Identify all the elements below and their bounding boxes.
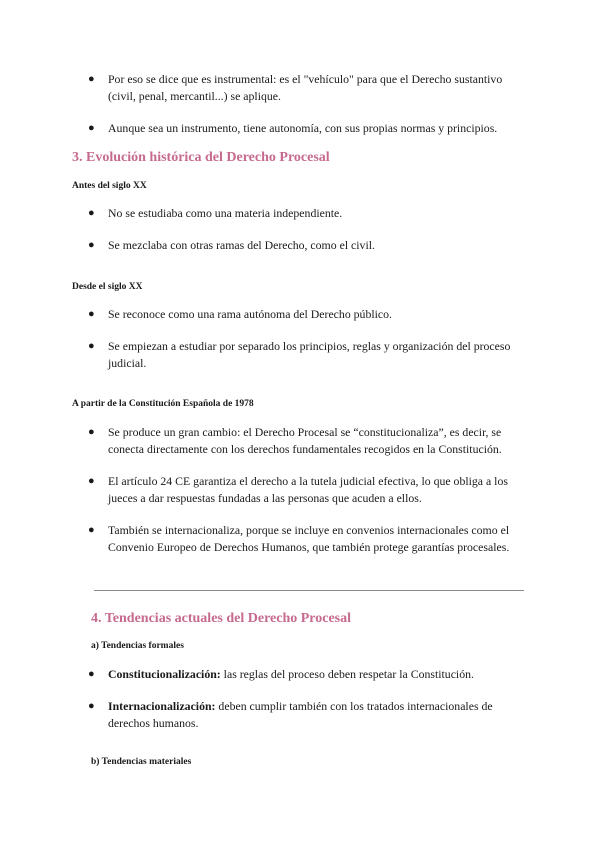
term-constitucionalizacion: Constitucionalización: [108,667,221,681]
list-item [0,120,600,137]
list-item [0,698,600,732]
list-item [0,205,600,222]
list-item [0,237,600,254]
bullet-icon: ● [88,73,95,85]
section-3-title: 3. Evolución histórica del Derecho Procesal [72,150,330,165]
subheading-formales: a) Tendencias formales [91,641,184,651]
formales-list [0,666,600,732]
subheading-constitucion: A partir de la Constitución Española de 1978 [72,399,254,409]
list-item [0,666,600,683]
constitucion-list [0,424,600,556]
section-divider [94,590,524,591]
list-item [0,522,600,556]
intro-list [0,71,600,137]
bullet-icon: ● [88,308,95,320]
list-item-text: Por eso se dice que es instrumental: es el "vehículo" para que el Derecho sustantivo (civil, penal, mercantil...) se aplique. [108,72,503,103]
list-item-text: Se empiezan a estudiar por separado los principios, reglas y organización del proceso judicial. [108,339,511,370]
list-item [0,71,600,105]
bullet-icon: ● [88,122,95,134]
desde-list [0,306,600,372]
bullet-icon: ● [88,524,95,536]
list-item [0,424,600,458]
subheading-antes: Antes del siglo XX [72,181,147,191]
subheading-materiales: b) Tendencias materiales [91,757,192,767]
list-item-text: No se estudiaba como una materia independiente. [108,206,343,220]
list-item-text: También se internacionaliza, porque se incluye en convenios internacionales como el Convenio Europeo de Derechos Humanos, que también protege garantías procesales. [108,523,510,554]
list-item-text: Se produce un gran cambio: el Derecho Procesal se “constitucionaliza”, es decir, se conecta directamente con los derechos fundamentales recogidos en la Constitución. [108,425,502,456]
bullet-icon: ● [88,426,95,438]
bullet-icon: ● [88,475,95,487]
list-item-text: Se reconoce como una rama autónoma del Derecho público. [108,307,392,321]
list-item-text: deben cumplir también con los tratados internacionales de derechos humanos. [108,699,493,730]
section-4-title: 4. Tendencias actuales del Derecho Procesal [91,611,352,626]
list-item-text: las reglas del proceso deben respetar la Constitución. [220,667,474,681]
subheading-desde: Desde el siglo XX [72,282,143,292]
list-item [0,306,600,323]
list-item-text: Aunque sea un instrumento, tiene autonomía, con sus propias normas y principios. [108,121,498,135]
bullet-icon: ● [88,700,95,712]
list-item-text: El artículo 24 CE garantiza el derecho a la tutela judicial efectiva, lo que obliga a los jueces a dar respuestas fundadas a las personas que acuden a ellos. [108,474,508,505]
bullet-icon: ● [88,239,95,251]
term-internacionalizacion: Internacionalización: [108,699,216,713]
list-item [0,338,600,372]
bullet-icon: ● [88,340,95,352]
antes-list [0,205,600,254]
list-item-text: Se mezclaba con otras ramas del Derecho, como el civil. [108,238,375,252]
bullet-icon: ● [88,207,95,219]
bullet-icon: ● [88,668,95,680]
list-item [0,473,600,507]
